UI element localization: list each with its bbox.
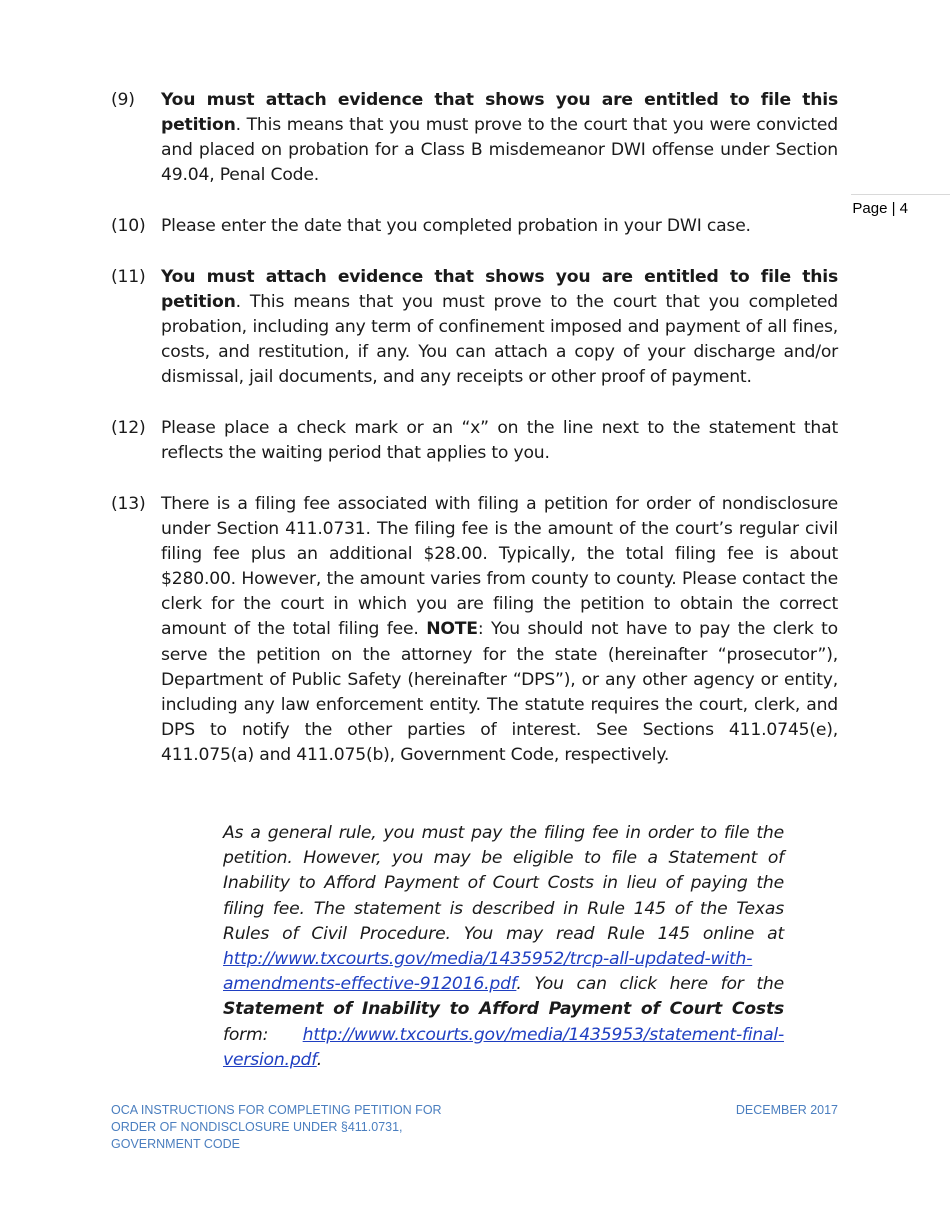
statement-form-title: Statement of Inability to Afford Payment of Court Costs — [223, 999, 784, 1020]
item-text: . This means that you must prove to the court that you were convicted and placed on probation for a Class B misdemeanor DWI offense under Section 49.04, Penal Code. — [161, 115, 838, 186]
instruction-item-9 — [111, 88, 838, 188]
item-bold-text: You must attach evidence that shows you are entitled to file this petition — [161, 90, 838, 136]
trcp-rule-145-link[interactable]: http://www.txcourts.gov/media/1435952/trcp-all-updated-with-amendments-effective-912016.pdf — [223, 949, 753, 995]
statement-form-link[interactable]: http://www.txcourts.gov/media/1435953/statement-final-version.pdf — [223, 1024, 784, 1070]
note-label: NOTE — [426, 619, 478, 640]
item-text: : You should not have to pay the clerk to serve the petition on the attorney for the state (hereinafter “prosecutor”), Department of Public Safety (hereinafter “DPS”), or any other agency or entity, including any law enforcement entity. The statute requires the court, clerk, and DPS to notify the other parties of interest. See Sections 411.0745(e), 411.075(a) and 411.075(b), Government Code, respectively. — [161, 619, 838, 765]
note-text: . You can click here for the — [516, 974, 784, 995]
note-text: As a general rule, you must pay the filing fee in order to file the petition. However, you may be eligible to file a Statement of Inability to Afford Payment of Court Costs in lieu of paying the filing fee. The statement is described in Rule 145 of the Texas Rules of Civil Procedure. You may read Rule 145 online at — [223, 823, 784, 944]
note-text: form: — [223, 1024, 303, 1045]
note-text: . — [316, 1049, 323, 1070]
item-number: (9) — [111, 90, 135, 110]
item-text: Please place a check mark or an “x” on the line next to the statement that reflects the waiting period that applies to you. — [161, 418, 838, 464]
item-bold-text: You must attach evidence that shows you are entitled to file this petition — [161, 267, 838, 313]
item-text: Please enter the date that you completed probation in your DWI case. — [161, 216, 751, 236]
instruction-item-12 — [111, 416, 838, 466]
footer-date: DECEMBER 2017 — [735, 1103, 838, 1117]
instruction-item-11 — [111, 265, 838, 390]
item-text: There is a filing fee associated with filing a petition for order of nondisclosure under Section 411.0731. The filing fee is the amount of the court’s regular civil filing fee plus an additional $28.00. Typically, the total filing fee is about $280.00. However, the amount varies from county to county. Please contact the clerk for the court in which you are filing the petition to obtain the correct amount of the total filing fee. — [161, 494, 838, 640]
footer-document-title: OCA INSTRUCTIONS FOR COMPLETING PETITION FOR ORDER OF NONDISCLOSURE UNDER §411.0731, GOVERNMENT CODE — [111, 1103, 442, 1151]
item-number: (12) — [111, 418, 146, 438]
header-rule — [851, 194, 950, 195]
item-number: (11) — [111, 267, 146, 287]
item-number: (10) — [111, 216, 146, 236]
item-number: (13) — [111, 494, 146, 514]
page-number: Page | 4 — [852, 200, 908, 217]
instruction-item-13 — [111, 492, 838, 768]
fee-waiver-note — [223, 821, 784, 1073]
instruction-item-10 — [111, 214, 838, 239]
item-text: . This means that you must prove to the court that you completed probation, including any term of confinement imposed and payment of all fines, costs, and restitution, if any. You can attach a copy of your discharge and/or dismissal, jail documents, and any receipts or other proof of payment. — [161, 292, 838, 388]
